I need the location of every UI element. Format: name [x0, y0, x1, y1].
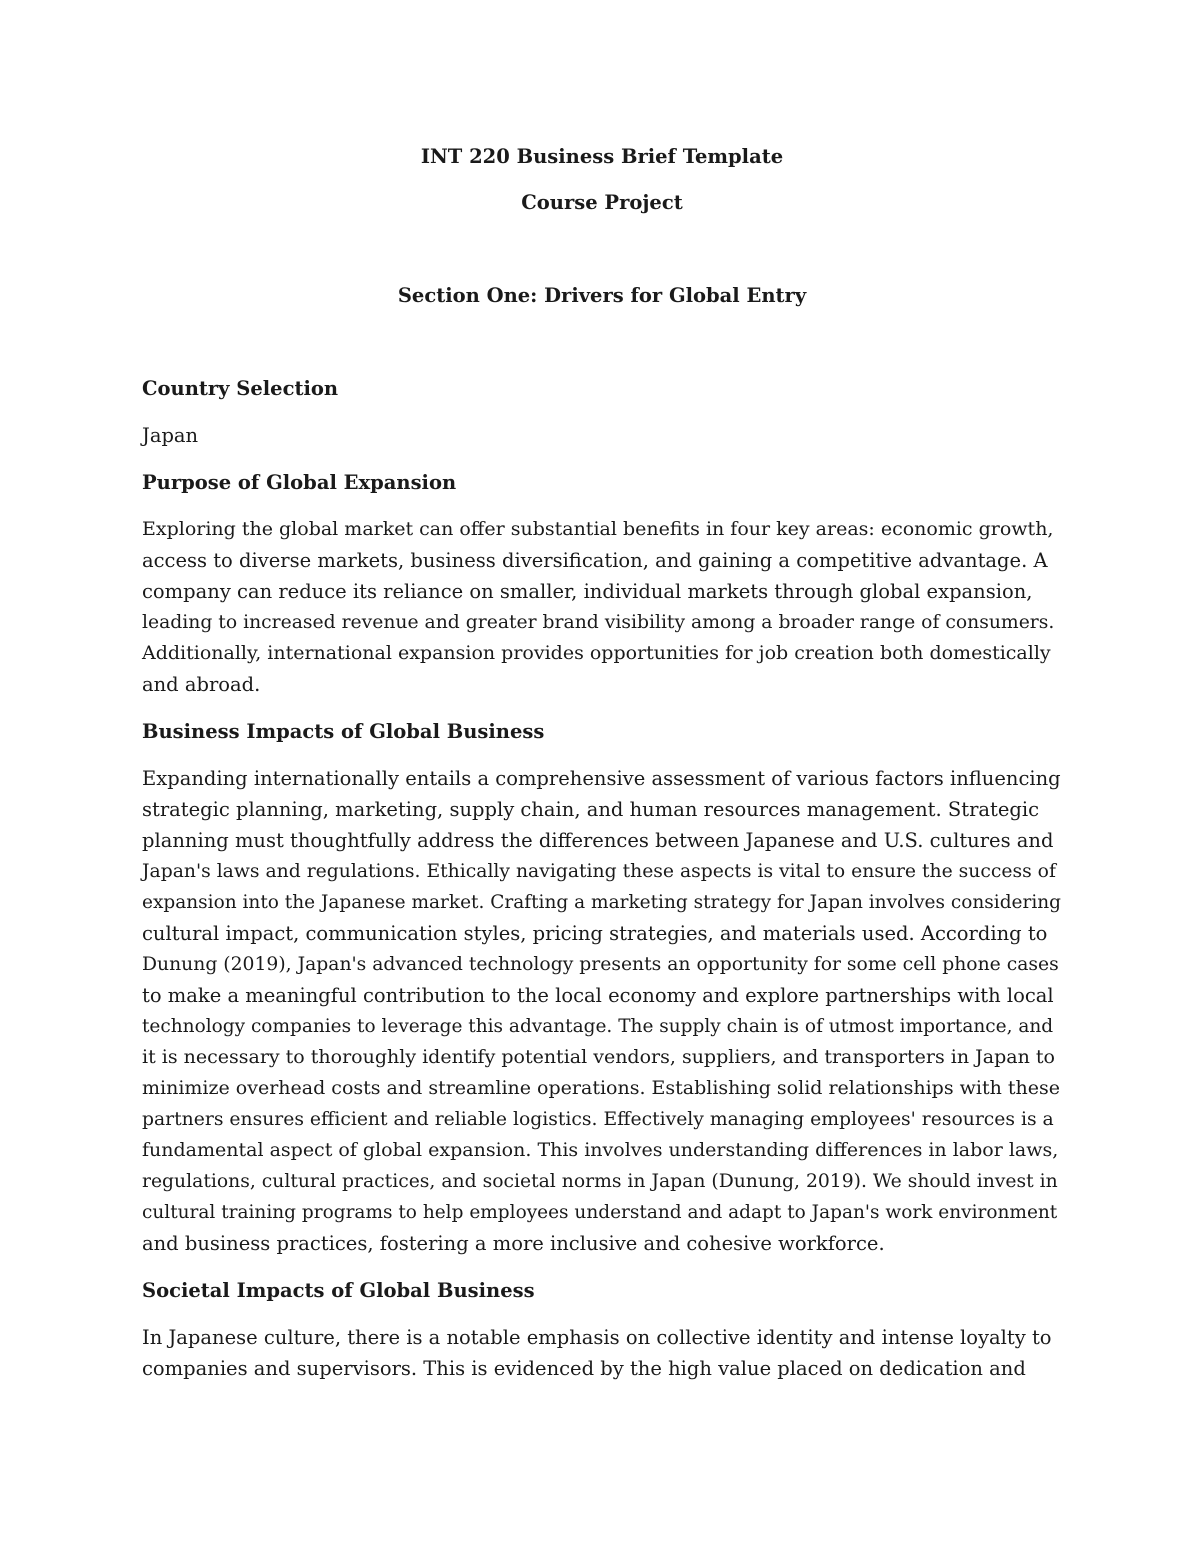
paragraph-line: company can reduce its reliance on smaller, individual markets through global expansion,: [142, 580, 1033, 603]
paragraph-line: regulations, cultural practices, and societal norms in Japan (Dunung, 2019). We should invest in: [142, 1171, 1058, 1192]
document-subtitle: Course Project: [521, 191, 683, 214]
paragraph-line: Dunung (2019), Japan's advanced technology presents an opportunity for some cell phone cases: [142, 954, 1059, 975]
paragraph-line: partners ensures efficient and reliable logistics. Effectively managing employees' resources is a: [142, 1109, 1054, 1130]
paragraph-line: minimize overhead costs and streamline operations. Establishing solid relationships with these: [142, 1077, 1060, 1099]
paragraph-line: cultural impact, communication styles, pricing strategies, and materials used. According to: [142, 922, 1048, 945]
country-selection-heading: Country Selection: [142, 377, 339, 400]
paragraph-line: to make a meaningful contribution to the local economy and explore partnerships with local: [142, 984, 1054, 1007]
paragraph-line: it is necessary to thoroughly identify potential vendors, suppliers, and transporters in Japan to: [142, 1046, 1055, 1068]
section-title: Section One: Drivers for Global Entry: [397, 284, 807, 307]
paragraph-line: and business practices, fostering a more inclusive and cohesive workforce.: [142, 1232, 885, 1255]
paragraph-line: Expanding internationally entails a comprehensive assessment of various factors influencing: [142, 767, 1061, 790]
purpose-heading: Purpose of Global Expansion: [142, 471, 457, 494]
paragraph-line: Exploring the global market can offer substantial benefits in four key areas: economic growth,: [142, 518, 1054, 540]
paragraph-line: expansion into the Japanese market. Crafting a marketing strategy for Japan involves considering: [142, 892, 1062, 913]
country-selection-value: Japan: [142, 424, 199, 447]
paragraph-line: access to diverse markets, business diversification, and gaining a competitive advantage. A: [142, 549, 1048, 572]
paragraph-line: leading to increased revenue and greater brand visibility among a broader range of consumers.: [142, 612, 1055, 633]
paragraph-line: strategic planning, marketing, supply chain, and human resources management. Strategic: [142, 798, 1040, 821]
business-impacts-paragraph: [142, 763, 1062, 1259]
paragraph-line: Japan's laws and regulations. Ethically navigating these aspects is vital to ensure the success of: [142, 861, 1056, 882]
paragraph-line: technology companies to leverage this advantage. The supply chain is of utmost importance, and: [142, 1016, 1054, 1037]
paragraph-line: and abroad.: [142, 673, 261, 696]
business-impacts-heading: Business Impacts of Global Business: [142, 720, 545, 743]
societal-impacts-heading: Societal Impacts of Global Business: [142, 1279, 535, 1302]
paragraph-line: companies and supervisors. This is evidenced by the high value placed on dedication and: [142, 1357, 1026, 1380]
paragraph-line: planning must thoughtfully address the differences between Japanese and U.S. cultures and: [142, 829, 1054, 852]
societal-impacts-paragraph: [142, 1322, 1062, 1384]
paragraph-line: cultural training programs to help employees understand and adapt to Japan's work environment: [142, 1202, 1058, 1223]
paragraph-line: In Japanese culture, there is a notable emphasis on collective identity and intense loyalty to: [142, 1326, 1052, 1349]
purpose-paragraph: [142, 514, 1062, 700]
document-title: INT 220 Business Brief Template: [420, 145, 784, 168]
paragraph-line: fundamental aspect of global expansion. This involves understanding differences in labor laws,: [142, 1139, 1059, 1161]
paragraph-line: Additionally, international expansion provides opportunities for job creation both domestically: [142, 642, 1051, 664]
